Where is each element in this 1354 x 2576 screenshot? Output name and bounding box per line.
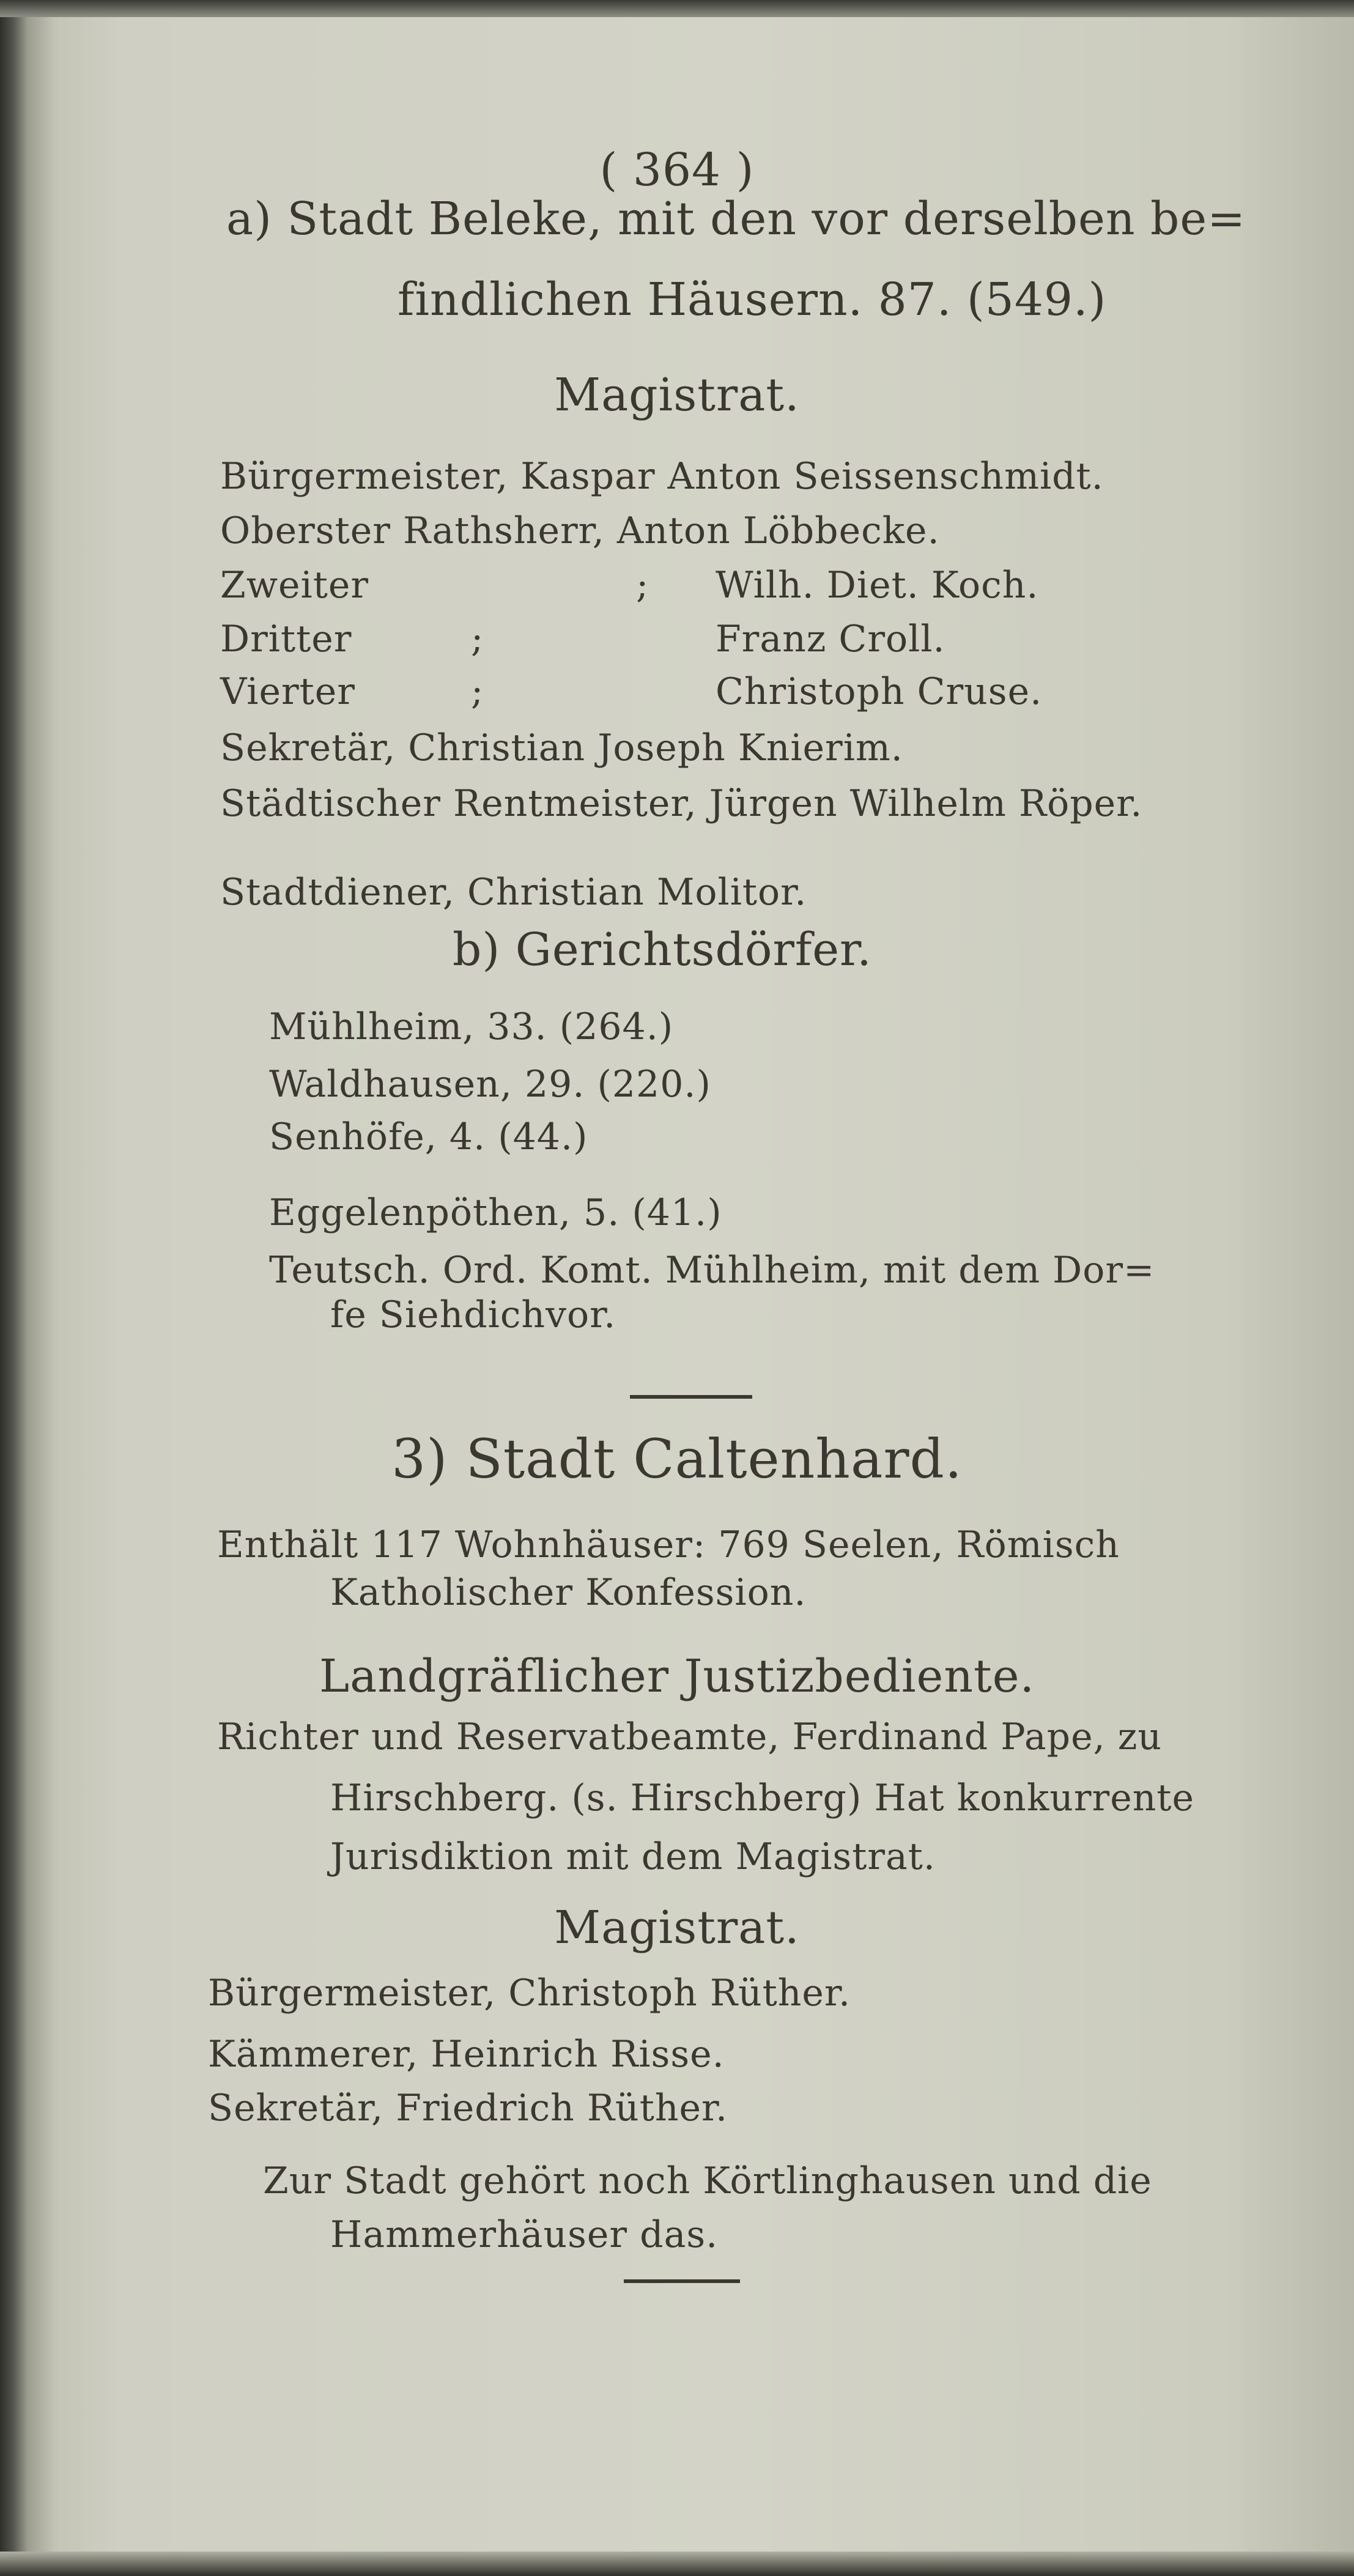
- entry-dritter: [220, 615, 1260, 664]
- village-eggelenpoethen: Eggelenpöthen, 5. (41.): [269, 1191, 722, 1234]
- section-3-title: 3) Stadt Caltenhard.: [391, 1427, 963, 1490]
- page-top-edge: [0, 0, 1354, 17]
- entry-zweiter: [220, 561, 1260, 610]
- note-line1: Zur Stadt gehört noch Körtlinghausen und die: [263, 2160, 1152, 2202]
- village-senhoefe: Senhöfe, 4. (44.): [269, 1116, 588, 1158]
- person-name: Wilh. Diet. Koch.: [716, 564, 1039, 607]
- note-line2: Hammerhäuser das.: [330, 2213, 719, 2256]
- entry-sekretaer: Sekretär, Christian Joseph Knierim.: [220, 727, 903, 769]
- person-name: Franz Croll.: [716, 618, 945, 661]
- entry-vierter: [220, 667, 1260, 716]
- justice-heading: Landgräflicher Justizbediente.: [319, 1650, 1035, 1703]
- justice-line2: Hirschberg. (s. Hirschberg) Hat konkurrente: [330, 1777, 1194, 1819]
- ditto-mark: ;: [471, 618, 484, 661]
- end-divider: [624, 2279, 740, 2283]
- intro-line1: Enthält 117 Wohnhäuser: 769 Seelen, Römisch: [217, 1523, 1120, 1566]
- page-bottom-edge: [0, 2552, 1354, 2576]
- ditto-mark: ;: [471, 670, 484, 713]
- rank-label: Dritter: [220, 618, 352, 661]
- section-a-title-line1: a) Stadt Beleke, mit den vor derselben be=: [226, 193, 1246, 245]
- rank-label: Vierter: [220, 670, 355, 713]
- section-a-title-line2: findlichen Häusern. 87. (549.): [398, 273, 1107, 326]
- person-name: Christoph Cruse.: [716, 670, 1043, 713]
- village-muehlheim: Mühlheim, 33. (264.): [269, 1005, 674, 1048]
- entry-sekretaer-3: Sekretär, Friedrich Rüther.: [208, 2087, 728, 2130]
- entry-buergermeister: Bürgermeister, Kaspar Anton Seissenschmidt.: [220, 455, 1104, 498]
- village-teutsch-ord-line2: fe Siehdichvor.: [330, 1294, 616, 1336]
- section-a-magistrat-heading: Magistrat.: [554, 369, 800, 421]
- village-waldhausen: Waldhausen, 29. (220.): [269, 1063, 711, 1106]
- rank-label: Zweiter: [220, 564, 369, 607]
- entry-oberster-rathsherr: Oberster Rathsherr, Anton Löbbecke.: [220, 509, 940, 552]
- village-teutsch-ord-line1: Teutsch. Ord. Komt. Mühlheim, mit dem Dor=: [269, 1249, 1155, 1292]
- entry-kaemmerer: Kämmerer, Heinrich Risse.: [208, 2033, 725, 2076]
- intro-line2: Katholischer Konfession.: [330, 1571, 807, 1614]
- section-3-magistrat-heading: Magistrat.: [554, 1901, 800, 1954]
- section-b-heading: b) Gerichtsdörfer.: [453, 923, 872, 976]
- entry-stadtdiener: Stadtdiener, Christian Molitor.: [220, 871, 807, 914]
- justice-line3: Jurisdiktion mit dem Magistrat.: [330, 1835, 936, 1878]
- entry-buergermeister-3: Bürgermeister, Christoph Rüther.: [208, 1972, 851, 2015]
- section-divider: [630, 1395, 752, 1399]
- justice-line1: Richter und Reservatbeamte, Ferdinand Pape, zu: [217, 1715, 1162, 1758]
- ditto-mark: ;: [636, 564, 649, 607]
- entry-rentmeister: Städtischer Rentmeister, Jürgen Wilhelm Röper.: [220, 782, 1143, 825]
- page-number: ( 364 ): [599, 144, 755, 196]
